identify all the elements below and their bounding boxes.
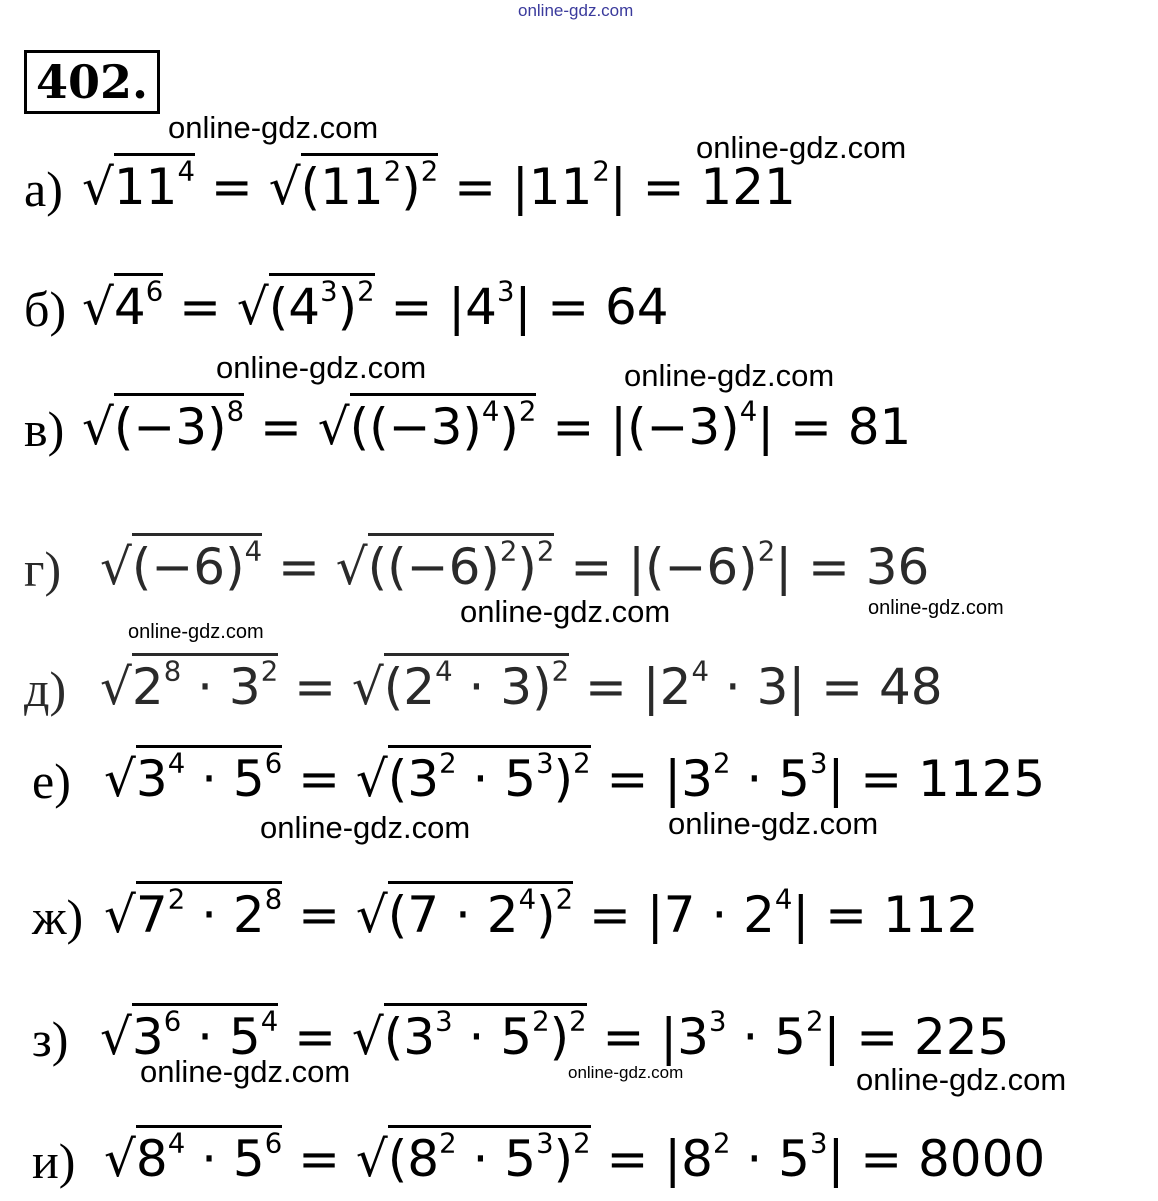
sqrt-original (82, 393, 244, 456)
equation-expression (82, 155, 796, 216)
sqrt-symbol: √ (351, 1008, 384, 1066)
equals-sign: = (278, 658, 352, 716)
radicand: $7^2 \cdot 2^8$ (136, 881, 282, 944)
radicand: $(7 \cdot 2^4)^2$ (388, 881, 573, 944)
radicand: $3^4 \cdot 5^6$ (136, 745, 282, 808)
equation-expression (104, 1127, 1046, 1188)
result: 8000 (918, 1130, 1046, 1188)
sqrt-rewritten (356, 881, 573, 944)
watermark: online-gdz.com (668, 806, 879, 841)
radicand: $(2^4 \cdot 3)^2$ (384, 653, 569, 716)
absolute-value: $|11^2|$ (511, 155, 627, 216)
radicand: $(4^3)^2$ (269, 273, 375, 336)
sqrt-symbol: √ (335, 538, 368, 596)
sqrt-symbol: √ (82, 278, 114, 336)
sqrt-symbol: √ (351, 658, 384, 716)
absolute-value: $|(-6)^2|$ (628, 535, 793, 596)
radicand: $(3^3 \cdot 5^2)^2$ (384, 1003, 587, 1066)
radicand: $11^4$ (114, 153, 195, 216)
watermark: online-gdz.com (128, 621, 264, 643)
radicand: $(3^2 \cdot 5^3)^2$ (388, 745, 591, 808)
sqrt-rewritten (356, 745, 591, 808)
absolute-value: $|(-3)^4|$ (610, 395, 775, 456)
equals-sign: = (374, 278, 449, 336)
result: 64 (605, 278, 669, 336)
equals-sign: = (438, 158, 512, 216)
equals-sign: = (590, 750, 665, 808)
sqrt-rewritten (352, 1003, 587, 1066)
equals-sign: = (554, 538, 629, 596)
sqrt-original (100, 1003, 278, 1066)
sqrt-symbol: √ (82, 398, 114, 456)
absolute-value: $|8^2 \cdot 5^3|$ (664, 1127, 845, 1188)
sqrt-original (100, 533, 262, 596)
sqrt-symbol: √ (100, 538, 132, 596)
equation-row (0, 530, 1158, 600)
result: 121 (700, 158, 796, 216)
watermark: online-gdz.com (168, 110, 379, 145)
absolute-value: $|3^3 \cdot 5^2|$ (660, 1005, 841, 1066)
radicand: $((-3)^4)^2$ (350, 393, 537, 456)
item-label: е) (32, 753, 71, 809)
sqrt-symbol: √ (82, 158, 114, 216)
equation-row (0, 1000, 1158, 1070)
equation-row (0, 150, 1158, 220)
equals-sign: = (626, 158, 701, 216)
equation-row (0, 878, 1158, 948)
equation-expression (100, 655, 943, 716)
result: 1125 (918, 750, 1046, 808)
item-label: д) (24, 661, 67, 717)
equals-sign: = (586, 1008, 661, 1066)
sqrt-rewritten (318, 393, 537, 456)
watermark: online-gdz.com (216, 350, 427, 385)
absolute-value: $|3^2 \cdot 5^3|$ (664, 747, 845, 808)
sqrt-rewritten (237, 273, 375, 336)
sqrt-symbol: √ (100, 658, 132, 716)
sqrt-original (104, 745, 282, 808)
equals-sign: = (163, 278, 237, 336)
watermark: online-gdz.com (460, 594, 671, 629)
equation-expression (104, 883, 979, 944)
sqrt-rewritten (356, 1125, 591, 1188)
equation-row (0, 270, 1158, 340)
sqrt-rewritten (269, 153, 439, 216)
radicand: $4^6$ (114, 273, 163, 336)
equals-sign: = (569, 658, 643, 716)
radicand: $(8^2 \cdot 5^3)^2$ (388, 1125, 591, 1188)
equals-sign: = (195, 158, 269, 216)
equation-row (0, 390, 1158, 460)
radicand: $(-6)^4$ (132, 533, 262, 596)
equals-sign: = (278, 1008, 352, 1066)
watermark: online-gdz.com (260, 810, 471, 845)
equals-sign: = (282, 886, 356, 944)
equals-sign: = (282, 1130, 356, 1188)
sqrt-symbol: √ (317, 398, 350, 456)
equation-row (0, 742, 1158, 812)
equals-sign: = (792, 538, 866, 596)
sqrt-symbol: √ (236, 278, 269, 336)
item-label: ж) (32, 889, 84, 945)
equals-sign: = (844, 750, 918, 808)
sqrt-original (82, 273, 163, 336)
equation-row (0, 1122, 1158, 1192)
equals-sign: = (774, 398, 848, 456)
result: 48 (878, 658, 943, 716)
radicand: $2^8 \cdot 3^2$ (132, 653, 278, 716)
task-number-box (24, 50, 160, 114)
equation-row (0, 650, 1158, 720)
equals-sign: = (536, 398, 611, 456)
equals-sign: = (244, 398, 318, 456)
absolute-value: $|2^4 \cdot 3|$ (642, 655, 806, 716)
sqrt-symbol: √ (355, 886, 388, 944)
item-label: б) (24, 281, 67, 337)
equals-sign: = (805, 658, 879, 716)
radicand: $((-6)^2)^2$ (368, 533, 555, 596)
equation-expression (104, 747, 1046, 808)
item-label: з) (32, 1011, 69, 1067)
sqrt-rewritten (352, 653, 569, 716)
watermark: online-gdz.com (868, 597, 1004, 619)
result: 81 (847, 398, 912, 456)
result: 112 (882, 886, 979, 944)
equals-sign: = (809, 886, 883, 944)
result: 225 (914, 1008, 1010, 1066)
sqrt-symbol: √ (104, 886, 136, 944)
equals-sign: = (573, 886, 647, 944)
equation-expression (100, 1005, 1010, 1066)
sqrt-symbol: √ (355, 1130, 388, 1188)
item-label: и) (32, 1133, 76, 1189)
sqrt-symbol: √ (104, 1130, 136, 1188)
equation-expression (82, 395, 912, 456)
equals-sign: = (262, 538, 336, 596)
radicand: $(-3)^8$ (114, 393, 244, 456)
radicand: $3^6 \cdot 5^4$ (132, 1003, 278, 1066)
item-label: г) (24, 541, 62, 597)
equals-sign: = (590, 1130, 665, 1188)
radicand: $(11^2)^2$ (301, 153, 439, 216)
sqrt-original (82, 153, 195, 216)
sqrt-original (104, 881, 282, 944)
equals-sign: = (840, 1008, 914, 1066)
watermark: online-gdz.com (568, 1063, 684, 1082)
equation-expression (100, 535, 930, 596)
sqrt-rewritten (336, 533, 555, 596)
sqrt-symbol: √ (104, 750, 136, 808)
watermark: online-gdz.com (696, 130, 907, 165)
watermark: online-gdz.com (624, 358, 835, 393)
watermark: online-gdz.com (140, 1054, 351, 1089)
absolute-value: $|4^3|$ (448, 275, 532, 336)
equals-sign: = (531, 278, 605, 336)
sqrt-original (100, 653, 278, 716)
sqrt-symbol: √ (100, 1008, 132, 1066)
equals-sign: = (844, 1130, 918, 1188)
sqrt-symbol: √ (268, 158, 301, 216)
radicand: $8^4 \cdot 5^6$ (136, 1125, 282, 1188)
item-label: а) (24, 161, 63, 217)
watermark: online-gdz.com (856, 1062, 1067, 1097)
result: 36 (865, 538, 930, 596)
equals-sign: = (282, 750, 356, 808)
watermark-top: online-gdz.com (518, 1, 634, 20)
task-number: 402. (35, 55, 149, 109)
absolute-value: $|7 \cdot 2^4|$ (646, 883, 810, 944)
sqrt-original (104, 1125, 282, 1188)
item-label: в) (24, 401, 65, 457)
equation-expression (82, 275, 669, 336)
sqrt-symbol: √ (355, 750, 388, 808)
